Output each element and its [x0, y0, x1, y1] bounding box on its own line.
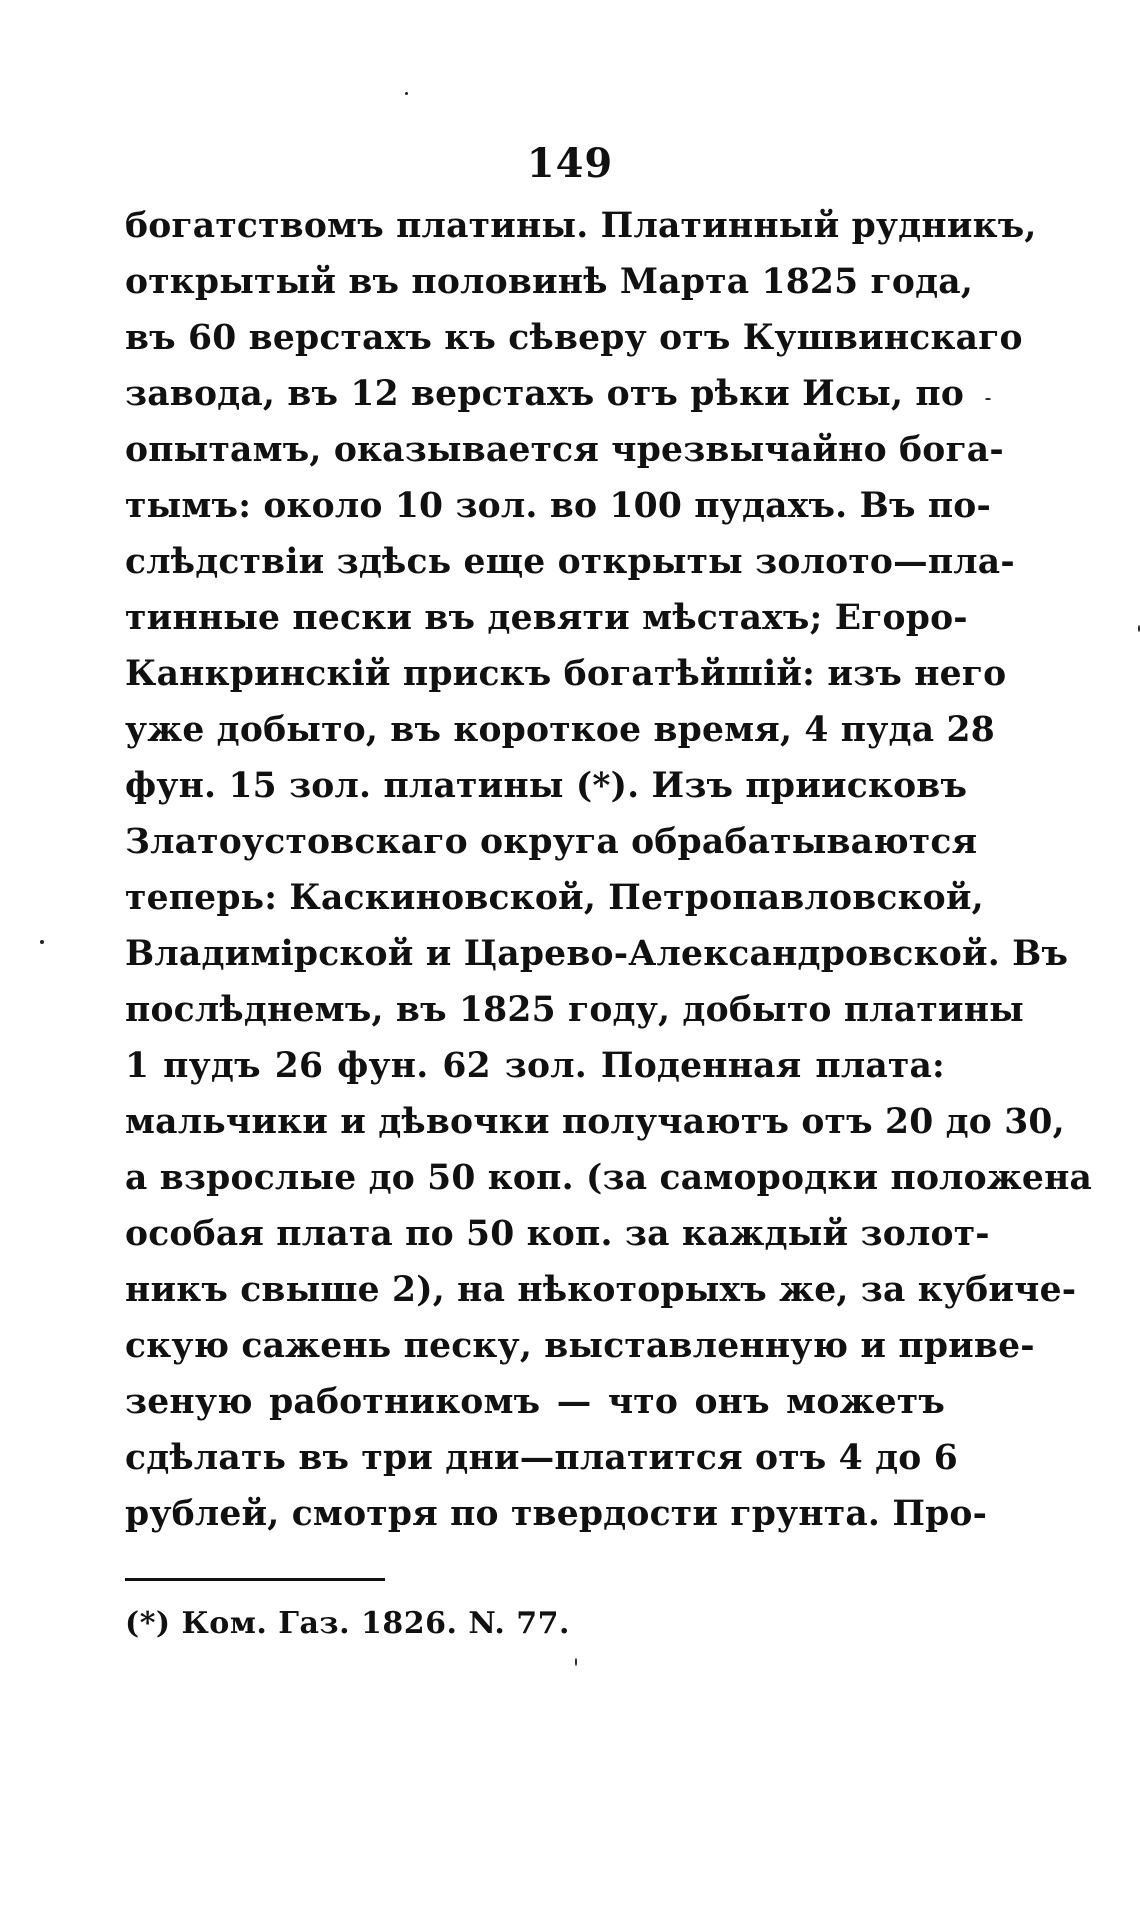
text-line: богатствомъ платины. Платинный рудникъ, [125, 206, 1037, 246]
text-line: теперь: Каскиновской, Петропавловской, [125, 878, 984, 918]
ink-speck [40, 940, 44, 944]
text-line: Канкринскій прискъ богатѣйшій: изъ него [125, 654, 1007, 694]
text-line: зеную работникомъ — что онъ можетъ [125, 1382, 945, 1422]
page-number: 149 [526, 140, 614, 187]
text-line: а взрослые до 50 коп. (за самородки положена [125, 1158, 1093, 1198]
ink-speck [405, 92, 408, 95]
text-line: скую сажень песку, выставленную и приве- [125, 1326, 1035, 1366]
text-line: въ 60 верстахъ къ сѣверу отъ Кушвинскаго [125, 318, 1023, 358]
text-line: Владимірской и Царево-Александровской. Въ [125, 934, 1069, 974]
text-line: мальчики и дѣвочки получаютъ отъ 20 до 30, [125, 1102, 1065, 1142]
footnote: (*) Ком. Газ. 1826. N. 77. [125, 1606, 570, 1641]
text-line: рублей, смотря по твердости грунта. Про- [125, 1494, 988, 1534]
text-line: 1 пудъ 26 фун. 62 зол. Поденная плата: [125, 1046, 945, 1086]
text-line: опытамъ, оказывается чрезвычайно бога- [125, 430, 1004, 470]
ink-speck [575, 1658, 577, 1666]
text-line: сдѣлать въ три дни—платится отъ 4 до 6 [125, 1438, 958, 1478]
text-line: завода, въ 12 верстахъ отъ рѣки Исы, по [125, 374, 965, 414]
text-line: тымъ: около 10 зол. во 100 пудахъ. Въ по- [125, 486, 991, 526]
text-line: фун. 15 зол. платины (*). Изъ приисковъ [125, 766, 968, 806]
text-line: уже добыто, въ короткое время, 4 пуда 28 [125, 710, 995, 750]
text-line: слѣдствіи здѣсь еще открыты золото—пла- [125, 542, 1015, 582]
footnote-divider [125, 1578, 385, 1581]
text-line: Златоустовскаго округа обрабатываются [125, 822, 978, 862]
text-line: никъ свыше 2), на нѣкоторыхъ же, за кубиче- [125, 1270, 1077, 1310]
ink-speck [985, 398, 991, 400]
text-line: тинные пески въ девяти мѣстахъ; Егоро- [125, 598, 968, 638]
text-line: особая плата по 50 коп. за каждый золот- [125, 1214, 990, 1254]
body-text [125, 198, 1093, 1542]
text-line: послѣднемъ, въ 1825 году, добыто платины [125, 990, 1024, 1030]
text-line: открытый въ половинѣ Марта 1825 года, [125, 262, 974, 302]
